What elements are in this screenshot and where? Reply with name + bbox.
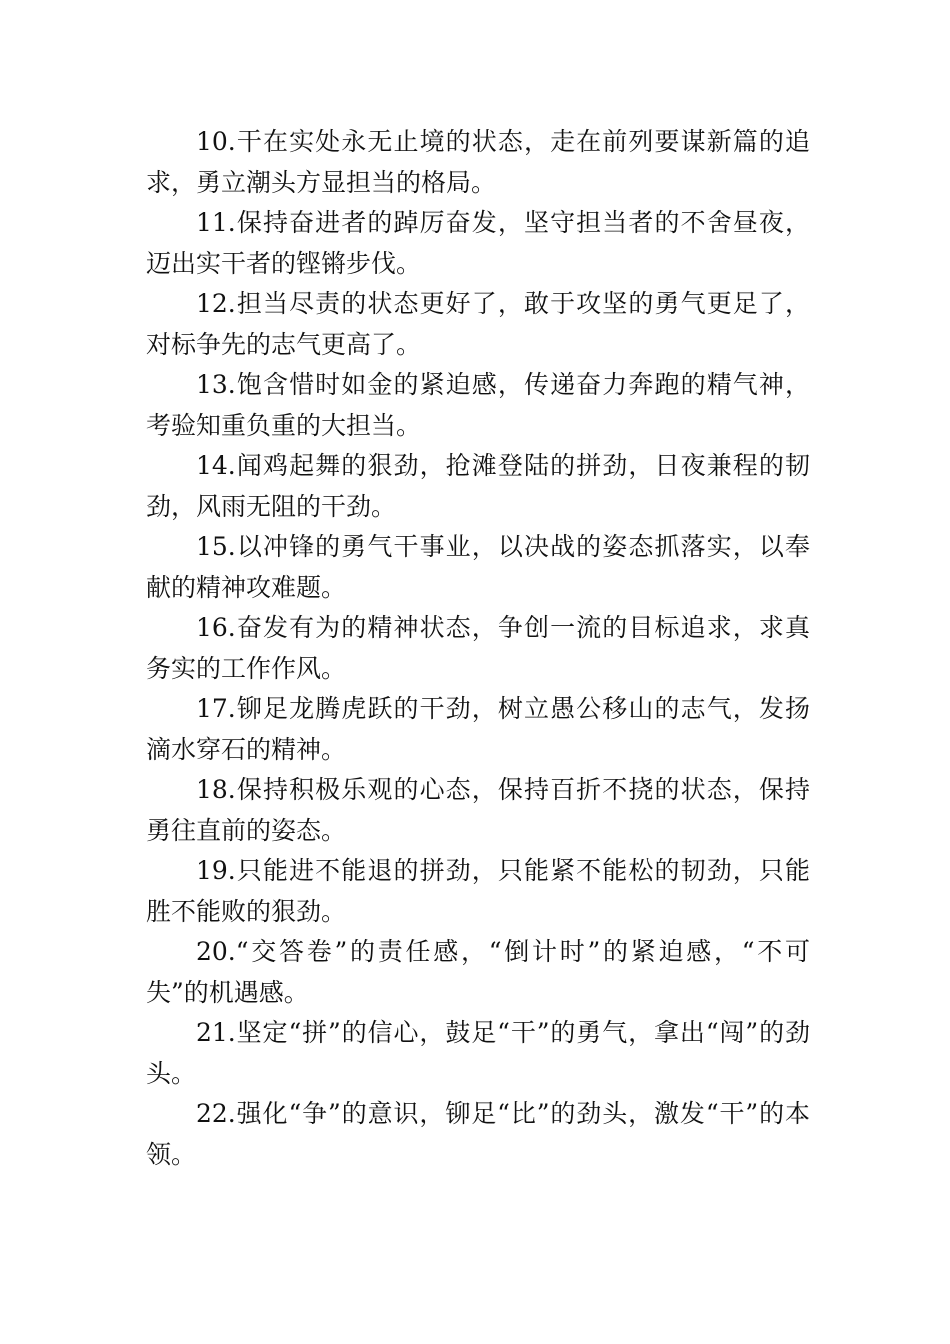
paragraph-12: 12.担当尽责的状态更好了，敢于攻坚的勇气更足了，对标争先的志气更高了。	[146, 289, 810, 359]
paragraph-14: 14.闻鸡起舞的狠劲，抢滩登陆的拼劲，日夜兼程的韧劲，风雨无阻的干劲。	[146, 451, 810, 521]
paragraph-22: 22.强化“争”的意识，铆足“比”的劲头，激发“干”的本领。	[146, 1099, 810, 1169]
paragraph-20: 20.“交答卷”的责任感，“倒计时”的紧迫感，“不可失”的机遇感。	[146, 937, 810, 1007]
document-body	[146, 122, 810, 1175]
paragraph-15: 15.以冲锋的勇气干事业，以决战的姿态抓落实，以奉献的精神攻难题。	[146, 532, 810, 602]
paragraph-19: 19.只能进不能退的拼劲，只能紧不能松的韧劲，只能胜不能败的狠劲。	[146, 856, 810, 926]
paragraph-10: 10.干在实处永无止境的状态，走在前列要谋新篇的追求，勇立潮头方显担当的格局。	[146, 127, 810, 197]
paragraph-18: 18.保持积极乐观的心态，保持百折不挠的状态，保持勇往直前的姿态。	[146, 775, 810, 845]
paragraph-17: 17.铆足龙腾虎跃的干劲，树立愚公移山的志气，发扬滴水穿石的精神。	[146, 694, 810, 764]
paragraph-11: 11.保持奋进者的踔厉奋发，坚守担当者的不舍昼夜，迈出实干者的铿锵步伐。	[146, 208, 810, 278]
paragraph-13: 13.饱含惜时如金的紧迫感，传递奋力奔跑的精气神，考验知重负重的大担当。	[146, 370, 810, 440]
paragraph-16: 16.奋发有为的精神状态，争创一流的目标追求，求真务实的工作作风。	[146, 613, 810, 683]
paragraph-21: 21.坚定“拼”的信心，鼓足“干”的勇气，拿出“闯”的劲头。	[146, 1018, 810, 1088]
